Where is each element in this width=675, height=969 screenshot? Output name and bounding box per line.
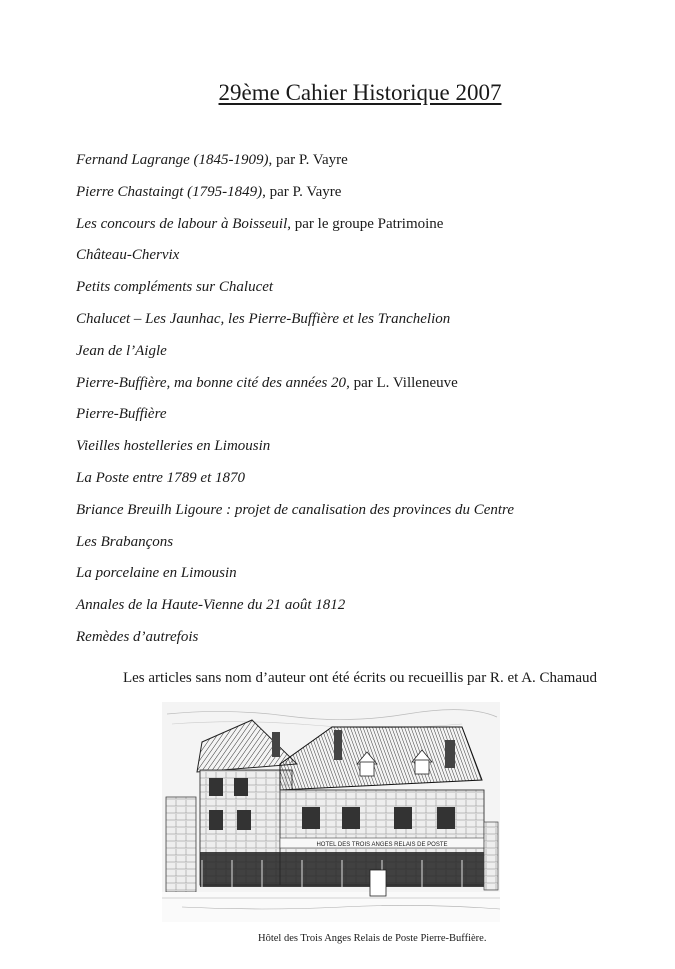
list-item (76, 595, 636, 627)
hotel-sign: HOTEL DES TROIS ANGES RELAIS DE POSTE (316, 842, 448, 848)
article-title: Fernand Lagrange (1845-1909) (76, 152, 269, 168)
list-item (76, 468, 636, 500)
article-title: Pierre-Buffière (76, 406, 167, 423)
hotel-illustration (162, 702, 500, 922)
article-title: Chalucet – Les Jaunhac, les Pierre-Buffière et les Tranchelion (76, 310, 451, 327)
page-title: 29ème Cahier Historique 2007 (218, 80, 502, 105)
list-item (76, 627, 636, 659)
list-item (76, 309, 636, 341)
article-title: La Poste entre 1789 et 1870 (76, 469, 246, 486)
list-item (76, 500, 636, 532)
article-title: Jean de l’Aigle (76, 342, 167, 359)
list-item (76, 404, 636, 436)
article-title: Pierre Chastaingt (1795-1849) (76, 183, 263, 200)
article-title: La porcelaine en Limousin (76, 565, 237, 582)
list-item (76, 341, 636, 373)
article-title: Briance Breuilh Ligoure : projet de canalisation des provinces du Centre (76, 501, 514, 518)
list-item: Les concours de labour à Boisseuil, par le groupe Patrimoine (76, 215, 444, 232)
list-item: Pierre Chastaingt (1795-1849), par P. Vayre (76, 183, 342, 200)
article-title: Remèdes d’autrefois (76, 628, 199, 645)
article-author: par le groupe Patrimoine (294, 215, 444, 232)
list-item (76, 245, 636, 277)
article-title: Annales de la Haute-Vienne du 21 août 1812 (76, 597, 346, 614)
article-title: Les concours de labour à Boisseuil (76, 215, 288, 232)
article-author: par L. Villeneuve (353, 374, 458, 391)
article-title: Pierre-Buffière, ma bonne cité des années 20 (76, 374, 347, 391)
list-item (76, 532, 636, 564)
list-item (76, 277, 636, 309)
article-title: Château-Chervix (76, 247, 180, 264)
article-author: par P. Vayre (269, 183, 342, 200)
list-item (76, 563, 636, 595)
article-title: Petits compléments sur Chalucet (76, 279, 274, 296)
article-author: par P. Vayre (275, 152, 348, 168)
list-item: Pierre-Buffière, ma bonne cité des années 20, par L. Villeneuve (76, 374, 458, 391)
authorship-note: Les articles sans nom d’auteur ont été écrits ou recueillis par R. et A. Chamaud (122, 670, 598, 686)
illustration-caption: Hôtel des Trois Anges Relais de Poste Pierre-Buffière. (258, 933, 487, 944)
list-item: Fernand Lagrange (1845-1909), par P. Vayre (76, 152, 348, 168)
article-list (76, 150, 636, 659)
article-title: Les Brabançons (76, 533, 174, 550)
article-title: Vieilles hostelleries en Limousin (76, 438, 271, 455)
list-item (76, 436, 636, 468)
